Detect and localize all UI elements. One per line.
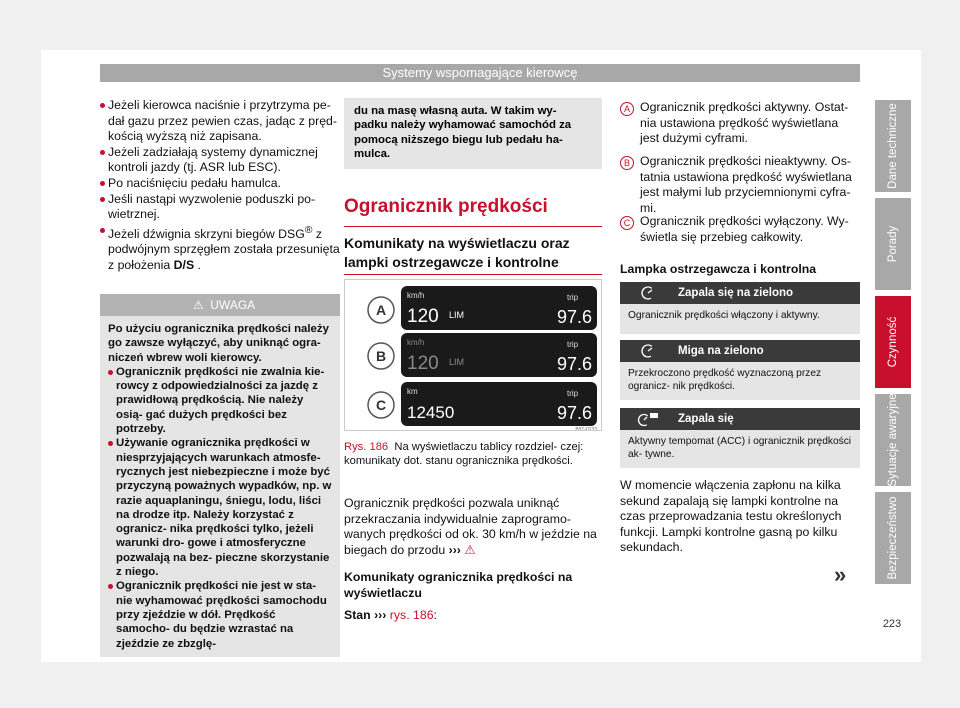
figure-caption <box>344 440 602 468</box>
trip-label: trip <box>567 293 579 302</box>
caption-ref: Rys. 186 <box>344 441 389 453</box>
speed-limiter-icon <box>640 285 656 301</box>
subsection-title: Komunikaty na wyświetlaczu oraz lampki ostrzegawcze i kontrolne <box>344 235 570 270</box>
lamps-heading: Lampka ostrzegawcza i kontrolna <box>620 262 817 276</box>
warning-ref-icon[interactable]: ⚠ <box>464 542 476 557</box>
tab-label: Bezpieczeństwo <box>887 496 899 580</box>
dsg-text-2: z podwójnym sprzęgłem została przesunięta z położenia <box>108 226 340 273</box>
lamp-header <box>620 282 860 304</box>
warning-item: Ogranicznik prędkości nie jest w sta- nie wyhamować prędkości samochodu przy zjeździe w dół. Prędkość samocho- du będzie wzrastać na zjeździe ze zbzglę- <box>108 579 332 650</box>
warning-body <box>100 316 340 657</box>
speed-value: 120 <box>407 306 439 327</box>
callout-letter: B <box>375 348 387 364</box>
lamp-header <box>620 340 860 362</box>
lim-label: LIM <box>449 310 465 320</box>
ref-arrow: ››› <box>448 542 461 557</box>
display-row-b <box>368 333 597 377</box>
warning-title: UWAGA <box>210 298 256 312</box>
intro-paragraph <box>344 496 602 558</box>
dsg-text: Jeżeli dźwignia skrzyni biegów DSG <box>108 226 305 241</box>
state-description: Ogranicznik prędkości wyłączony. Wy- świetla się przebieg całkowity. <box>640 214 849 244</box>
state-line <box>344 608 602 624</box>
tab-czynnosc[interactable] <box>875 296 911 388</box>
tab-label: Porady <box>887 225 899 263</box>
speed-limiter-icon <box>640 343 656 359</box>
tab-label: Dane techniczne <box>887 103 899 189</box>
list-item: Po naciśnięciu pedału hamulca. <box>100 176 340 192</box>
warning-item: Ogranicznik prędkości nie zwalnia kie- rowcy z odpowiedzialności za jazdę z prawidłową prędkością. Nie należy osią- gać dużych prędkości bez potrzeby. <box>108 365 332 436</box>
intro-text: Ogranicznik prędkości pozwala uniknąć przekraczania indywidualnie zaprogramo- wanych prędkości od ok. 30 km/h w jeździe na biegach do przodu <box>344 496 597 557</box>
figure-code: B5T-0133 <box>575 427 597 430</box>
lamp-description: Ogranicznik prędkości włączony i aktywny. <box>620 304 860 334</box>
trip-value: 97.6 <box>557 403 593 423</box>
subsection-rule <box>344 274 602 275</box>
tab-label: Czynność <box>887 316 899 368</box>
warning-box <box>100 294 340 657</box>
trip-value: 97.6 <box>557 354 593 374</box>
speed-value: 120 <box>407 353 439 374</box>
warning-icon: ⚠ <box>192 298 204 312</box>
figure-ref-link[interactable]: rys. 186 <box>389 607 434 622</box>
warning-item: Używanie ogranicznika prędkości w niesprzyjających warunkach atmosfe- rycznych jest niebezpieczne i może być przyczyną poważnych wypadków, np. w razie aquaplaningu, śniegu, lodu, liści na drodze itp. Należy korzystać z ogranicz- nika prędkości tylko, jeżeli warunki dro- gowe i atmosferyczne pozwalają na bez- pieczne skorzystanie z niego. <box>108 436 332 579</box>
state-description: Ogranicznik prędkości nieaktywny. Os- tatnia ustawiona prędkość wyświetlana jest małymi lub przyciemnionymi cyfra- mi. <box>640 154 852 215</box>
ref-arrow: ››› <box>374 607 387 622</box>
figure-186 <box>344 279 602 431</box>
section-rule <box>344 226 602 227</box>
tab-sytuacje-awaryjne[interactable] <box>875 394 911 486</box>
state-label: Stan <box>344 607 371 622</box>
state-letter-badge: A <box>620 102 634 116</box>
list-item: Jeśli nastąpi wyzwolenie poduszki po- wietrznej. <box>100 192 340 223</box>
warning-header <box>100 294 340 316</box>
list-item: Jeżeli zadziałają systemy dynamicznej kontroli jazdy (tj. ASR lub ESC). <box>100 145 340 176</box>
lamp-header <box>620 408 860 430</box>
tab-dane-techniczne[interactable] <box>875 100 911 192</box>
figure-illustration <box>345 280 601 430</box>
page-header: Systemy wspomagające kierowcę <box>100 64 860 82</box>
trip-value: 97.6 <box>557 307 593 327</box>
lamp-description: Przekroczono prędkość wyznaczoną przez ogranicz- nik prędkości. <box>620 362 860 400</box>
callout-letter: A <box>375 302 387 318</box>
warning-continuation: du na masę własną auta. W takim wy- padku należy wyhamować samochód za pomocą niższego biegu lub pedału ha- mulca. <box>344 98 602 169</box>
tab-label: Sytuacje awaryjne <box>887 393 899 487</box>
lim-label: LIM <box>449 357 465 367</box>
tab-bezpieczenstwo[interactable] <box>875 492 911 584</box>
unit-label: km <box>407 387 418 396</box>
callout-letter: C <box>375 397 387 413</box>
display-row-a <box>368 286 597 330</box>
warning-intro: Po użyciu ogranicznika prędkości należy go zawsze wyłączyć, aby uniknąć ogra- niczeń wbrew woli kierowcy. <box>108 323 329 364</box>
body-text <box>344 496 602 623</box>
caption-text: Na wyświetlaczu tablicy rozdziel- czej: komunikaty dot. stanu ogranicznika prędkości. <box>344 441 584 467</box>
state-description: Ogranicznik prędkości aktywny. Ostat- nia ustawiona prędkość wyświetlana jest dużymi cyframi. <box>640 100 849 146</box>
trip-label: trip <box>567 389 579 398</box>
list-item: Jeżeli kierowca naciśnie i przytrzyma pe- dał gazu przez pewien czas, jadąc z pręd- kością wyższą niż zapisana. <box>100 98 340 145</box>
tab-porady[interactable] <box>875 198 911 290</box>
odometer-value: 12450 <box>407 403 455 422</box>
list-item <box>100 223 340 274</box>
unit-label: km/h <box>407 338 425 347</box>
lamp-title: Zapala się na zielono <box>678 287 794 299</box>
state-letter-badge: C <box>620 216 634 230</box>
lamp-title: Zapala się <box>678 413 734 425</box>
messages-heading: Komunikaty ogranicznika prędkości na wyświetlaczu <box>344 570 573 600</box>
closing-paragraph: W momencie włączenia zapłonu na kilka sekund zapalają się lampki kontrolne na czas przeprowadzania testu określonych funkcji. Lampki kontrolne gasną po kilku sekundach. <box>620 478 842 555</box>
lamp-title: Miga na zielono <box>678 345 764 357</box>
colon: : <box>433 607 437 622</box>
continue-arrow: » <box>834 562 847 587</box>
speed-limiter-lim-icon <box>636 411 660 427</box>
section-title: Ogranicznik prędkości <box>344 196 548 217</box>
trip-label: trip <box>567 340 579 349</box>
registered-mark: ® <box>304 224 313 236</box>
display-row-c <box>368 382 597 430</box>
unit-label: km/h <box>407 291 425 300</box>
page-number: 223 <box>882 618 902 630</box>
column-1 <box>100 98 340 274</box>
state-letter-badge: B <box>620 156 634 170</box>
dsg-position: D/S <box>173 258 195 273</box>
lamp-description: Aktywny tempomat (ACC) i ogranicznik prędkości ak- tywne. <box>620 430 860 468</box>
dsg-end: . <box>194 258 201 273</box>
